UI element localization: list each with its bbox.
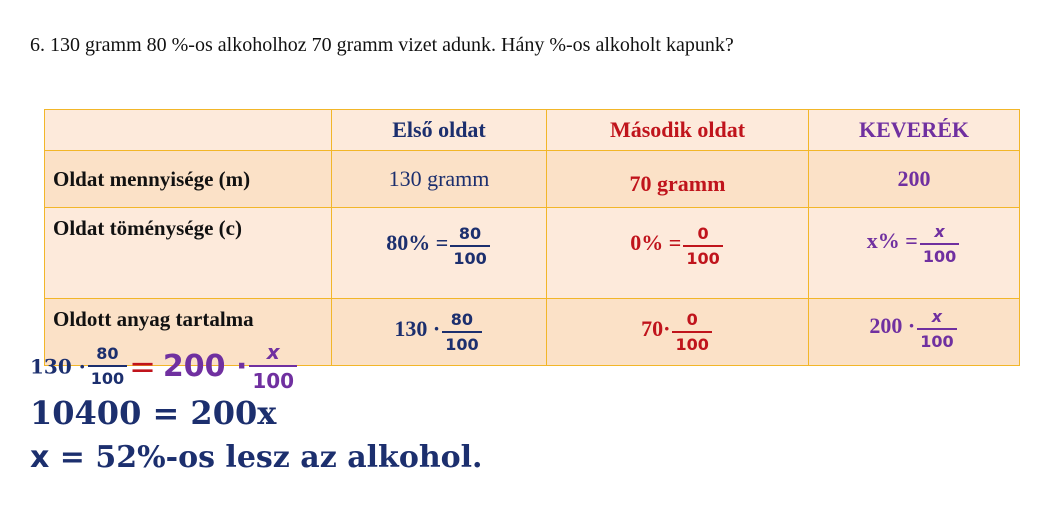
- content-mixture-prefix: 200 ·: [869, 312, 916, 338]
- fraction-numerator: 0: [697, 223, 709, 243]
- concentration-first-fraction: [450, 223, 489, 268]
- fraction-numerator: [929, 306, 945, 328]
- fraction-denominator: 100: [922, 246, 957, 266]
- content-second-fraction: [672, 309, 711, 354]
- mixture-table: [44, 109, 1020, 366]
- header-first-solution: Első oldat: [332, 110, 547, 151]
- fraction-numerator: 80: [450, 309, 474, 329]
- content-second-prefix: 70·: [641, 315, 671, 341]
- concentration-second: [547, 208, 809, 299]
- fraction-denominator: 100: [252, 369, 295, 393]
- fraction-variable: x: [266, 340, 280, 364]
- fraction-denominator: 100: [90, 369, 125, 388]
- fraction-numerator: 0: [686, 309, 698, 329]
- mass-first: 130 gramm: [332, 151, 547, 208]
- equation-line-2: 10400 = 200x: [30, 394, 277, 432]
- concentration-first: [332, 208, 547, 299]
- content-mixture-fraction: [917, 306, 956, 351]
- content-second: [547, 299, 809, 366]
- content-first-prefix: 130 ·: [394, 315, 441, 341]
- equation-right-prefix: 200 ·: [162, 349, 248, 384]
- row-label-concentration: Oldat töménysége (c): [45, 208, 332, 299]
- content-first: [332, 299, 547, 366]
- answer-line: [30, 440, 483, 475]
- mass-second: 70 gramm: [547, 151, 809, 208]
- mass-mixture: 200: [809, 151, 1020, 208]
- concentration-mixture-fraction: [920, 221, 959, 266]
- question-text: 6. 130 gramm 80 %-os alkoholhoz 70 gramm vizet adunk. Hány %-os alkoholt kapunk?: [30, 34, 734, 56]
- fraction-numerator: [931, 221, 947, 243]
- content-first-fraction: [442, 309, 481, 354]
- row-label-content: Oldott anyag tartalma: [45, 299, 332, 366]
- fraction-denominator: 100: [675, 334, 709, 354]
- fraction-denominator: 100: [686, 248, 720, 268]
- header-mixture: KEVERÉK: [809, 110, 1020, 151]
- table-header-row: [45, 110, 1020, 151]
- equation-right-fraction: [249, 342, 297, 391]
- header-second-solution: Második oldat: [547, 110, 809, 151]
- fraction-numerator: 80: [458, 223, 482, 243]
- mass-row: [45, 151, 1020, 208]
- fraction-numerator: [264, 342, 283, 365]
- concentration-second-fraction: [683, 223, 722, 268]
- concentration-mixture: [809, 208, 1020, 299]
- answer-text: = 52%-os lesz az alkohol.: [49, 440, 483, 475]
- header-empty-cell: [45, 110, 332, 151]
- equals-sign: =: [129, 347, 156, 386]
- concentration-row: [45, 208, 1020, 299]
- fraction-denominator: 100: [445, 334, 479, 354]
- fraction-denominator: 100: [920, 331, 954, 351]
- content-mixture: [809, 299, 1020, 366]
- fraction-variable: x: [934, 221, 945, 241]
- concentration-first-prefix: 80% =: [386, 229, 449, 255]
- fraction-denominator: 100: [453, 248, 487, 268]
- fraction-variable: x: [931, 306, 943, 326]
- equation-left-fraction: [88, 346, 127, 387]
- fraction-numerator: 80: [96, 344, 119, 363]
- row-label-mass: Oldat mennyisége (m): [45, 151, 332, 208]
- concentration-mixture-prefix: x% =: [866, 227, 918, 253]
- answer-variable: x: [30, 440, 50, 475]
- equation-line-1: [30, 342, 299, 391]
- concentration-second-prefix: 0% =: [630, 229, 682, 255]
- equation-left-prefix: 130 ·: [30, 354, 86, 379]
